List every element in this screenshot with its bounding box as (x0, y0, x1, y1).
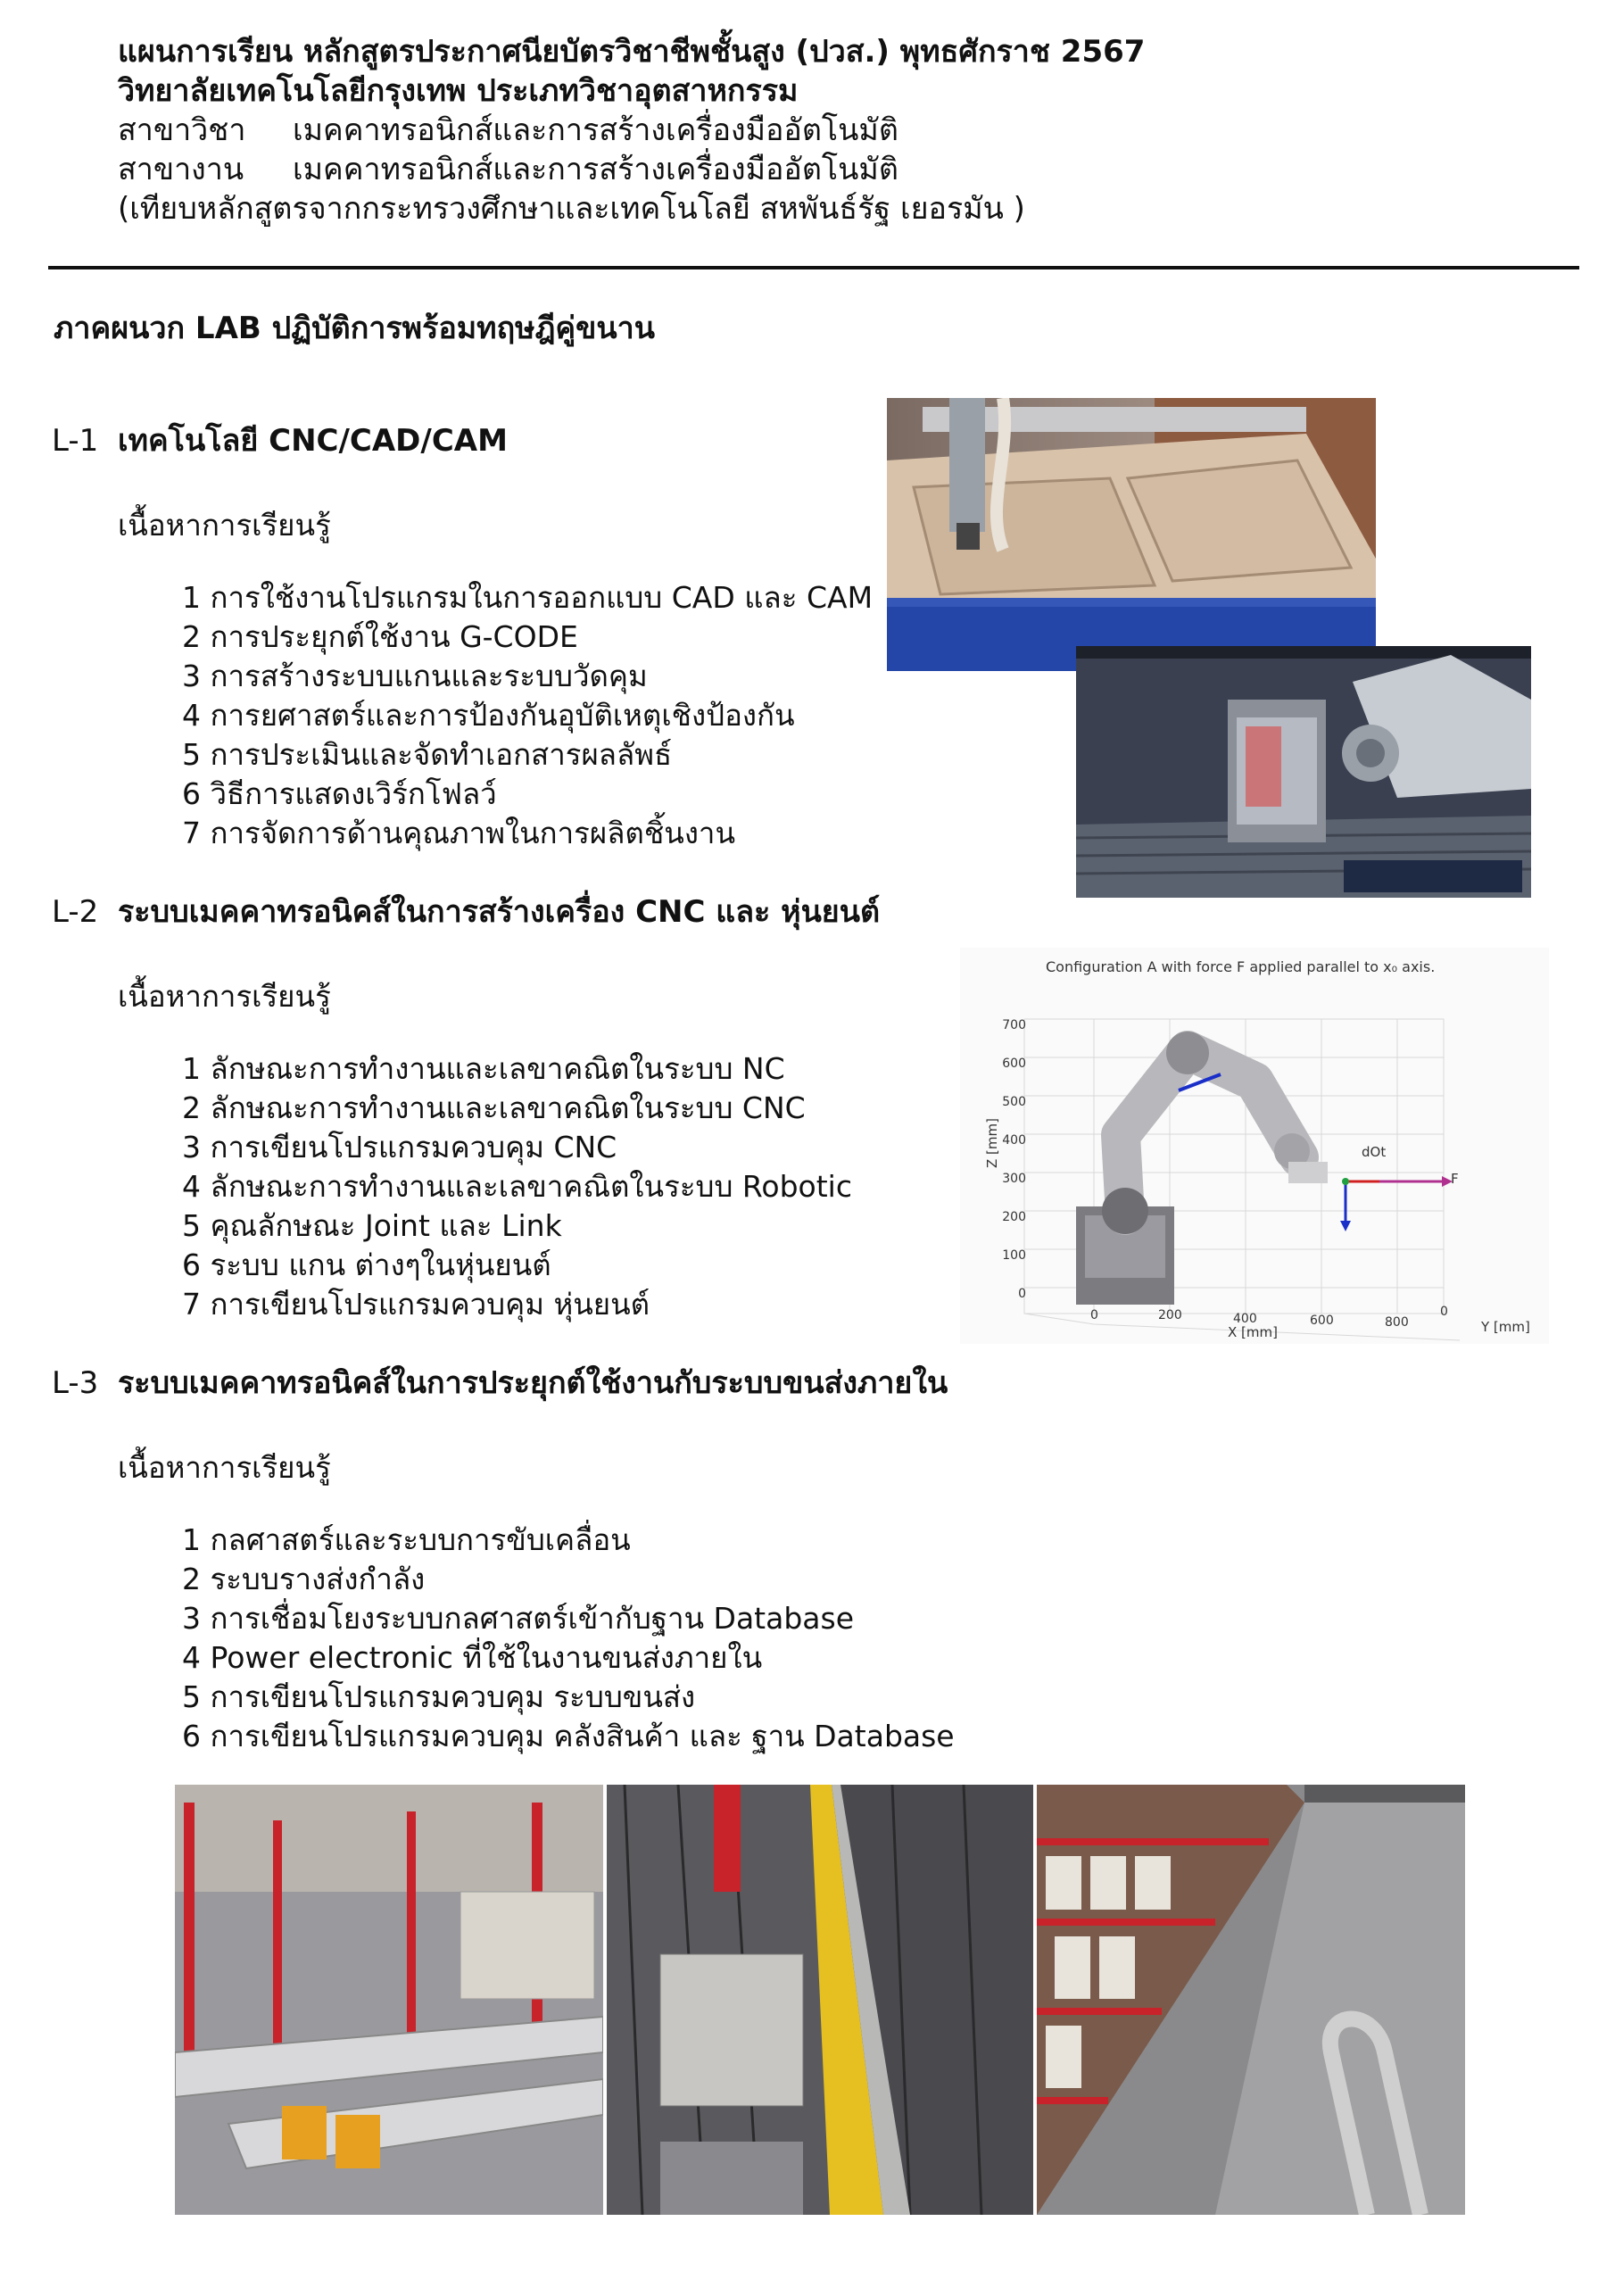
section-l1-items (182, 578, 873, 853)
list-item: 5 การเขียนโปรแกรมควบคุม ระบบขนส่ง (182, 1679, 696, 1714)
warehouse-photo-racks (1037, 1785, 1465, 2215)
list-item: 7 การเขียนโปรแกรมควบคุม หุ่นยนต์ (182, 1287, 650, 1322)
list-item: 4 การยศาสตร์และการป้องกันอุบัติเหตุเชิงป้องกัน (182, 698, 795, 733)
frame-label: dOt (1362, 1144, 1387, 1160)
cnc-router-photo (887, 398, 1376, 671)
tick-label: 400 (1002, 1133, 1026, 1148)
tick-label: 800 (1385, 1315, 1409, 1330)
field-value: เมคคาทรอนิกส์และการสร้างเครื่องมืออัตโนมัติ (293, 112, 898, 148)
x-axis-label: X [mm] (1228, 1324, 1278, 1340)
list-item: 5 การประเมินและจัดทำเอกสารผลลัพธ์ (182, 737, 673, 772)
field-of-study (118, 111, 898, 150)
tick-label: 500 (1002, 1095, 1026, 1109)
list-item: 7 การจัดการด้านคุณภาพในการผลิตชิ้นงาน (182, 816, 736, 850)
list-item: 2 การประยุกต์ใช้งาน G-CODE (182, 619, 578, 654)
tick-label: 200 (1002, 1210, 1026, 1224)
force-label: F (1451, 1171, 1459, 1187)
tick-label: 0 (1440, 1305, 1448, 1319)
section-l2-content-label: เนื้อหาการเรียนรู้ (118, 979, 331, 1014)
section-l1-content-label: เนื้อหาการเรียนรู้ (118, 508, 331, 543)
warehouse-photo-aisle (607, 1785, 1033, 2215)
list-item: 3 การเชื่อมโยงระบบกลศาสตร์เข้ากับฐาน Database (182, 1601, 855, 1636)
list-item: 6 การเขียนโปรแกรมควบคุม คลังสินค้า และ ฐาน Database (182, 1719, 955, 1753)
list-item: 3 การสร้างระบบแกนและระบบวัดคุม (182, 659, 648, 693)
section-code: L-1 (52, 423, 99, 459)
tick-label: 100 (1002, 1248, 1026, 1263)
tick-label: 300 (1002, 1172, 1026, 1186)
list-item: 1 การใช้งานโปรแกรมในการออกแบบ CAD และ CAM (182, 580, 874, 615)
tick-label: 600 (1310, 1314, 1334, 1328)
section-l3-content-label: เนื้อหาการเรียนรู้ (118, 1450, 331, 1485)
section-title: เทคโนโลยี CNC/CAD/CAM (118, 423, 508, 459)
tick-label: 0 (1090, 1308, 1098, 1322)
field-label: สาขาวิชา (118, 112, 246, 148)
tick-label: 700 (1002, 1018, 1026, 1032)
appendix-title: ภาคผนวก LAB ปฏิบัติการพร้อมทฤษฎีคู่ขนาน (54, 311, 655, 346)
doc-title-line1: แผนการเรียน หลักสูตรประกาศนียบัตรวิชาชีพชั้นสูง (ปวส.) พุทธศักราช 2567 (118, 34, 1146, 70)
list-item: 1 กลศาสตร์และระบบการขับเคลื่อน (182, 1522, 631, 1557)
section-title: ระบบเมคคาทรอนิคส์ในการประยุกต์ใช้งานกับระบบขนส่งภายใน (118, 1365, 948, 1401)
header-divider (48, 266, 1579, 269)
curriculum-reference: (เทียบหลักสูตรจากกระทรวงศึกษาและเทคโนโลยี สหพันธ์รัฐ เยอรมัน ) (118, 191, 1025, 227)
section-title: ระบบเมคคาทรอนิคส์ในการสร้างเครื่อง CNC และ หุ่นยนต์ (118, 894, 881, 930)
list-item: 3 การเขียนโปรแกรมควบคุม CNC (182, 1130, 617, 1165)
section-l3-heading (52, 1364, 948, 1403)
list-item: 2 ระบบรางส่งกำลัง (182, 1562, 426, 1596)
doc-title-line2: วิทยาลัยเทคโนโลยีกรุงเทพ ประเภทวิชาอุตสาหกรรม (118, 73, 799, 109)
list-item: 1 ลักษณะการทำงานและเลขาคณิตในระบบ NC (182, 1051, 785, 1086)
section-l2-heading (52, 892, 880, 932)
section-l2-items (182, 1049, 852, 1324)
work-value: เมคคาทรอนิกส์และการสร้างเครื่องมืออัตโนมัติ (293, 152, 898, 187)
tick-label: 400 (1233, 1312, 1257, 1326)
list-item: 4 ลักษณะการทำงานและเลขาคณิตในระบบ Robotic (182, 1169, 852, 1204)
list-item: 5 คุณลักษณะ Joint และ Link (182, 1208, 562, 1243)
list-item: 6 วิธีการแสดงเวิร์กโฟลว์ (182, 776, 497, 811)
robot-arm-figure (960, 948, 1549, 1344)
section-l1-heading (52, 421, 508, 460)
work-label: สาขางาน (118, 152, 244, 187)
work-field (118, 150, 898, 189)
tick-label: 600 (1002, 1057, 1026, 1071)
z-axis-label: Z [mm] (983, 1118, 1000, 1168)
figure-caption: Configuration A with force F applied parallel to x₀ axis. (1046, 958, 1436, 975)
section-code: L-3 (52, 1365, 99, 1401)
list-item: 6 ระบบ แกน ต่างๆในหุ่นยนต์ (182, 1247, 551, 1282)
section-l3-items (182, 1521, 955, 1756)
warehouse-photo-conveyors (175, 1785, 603, 2215)
tick-label: 0 (1018, 1287, 1026, 1301)
y-axis-label: Y [mm] (1481, 1319, 1530, 1335)
tick-label: 200 (1158, 1308, 1182, 1322)
section-code: L-2 (52, 894, 99, 930)
cam-simulation-screenshot (1076, 646, 1531, 898)
z-tick-labels (999, 1007, 1026, 1314)
list-item: 4 Power electronic ที่ใช้ในงานขนส่งภายใน (182, 1640, 763, 1675)
list-item: 2 ลักษณะการทำงานและเลขาคณิตในระบบ CNC (182, 1090, 806, 1125)
